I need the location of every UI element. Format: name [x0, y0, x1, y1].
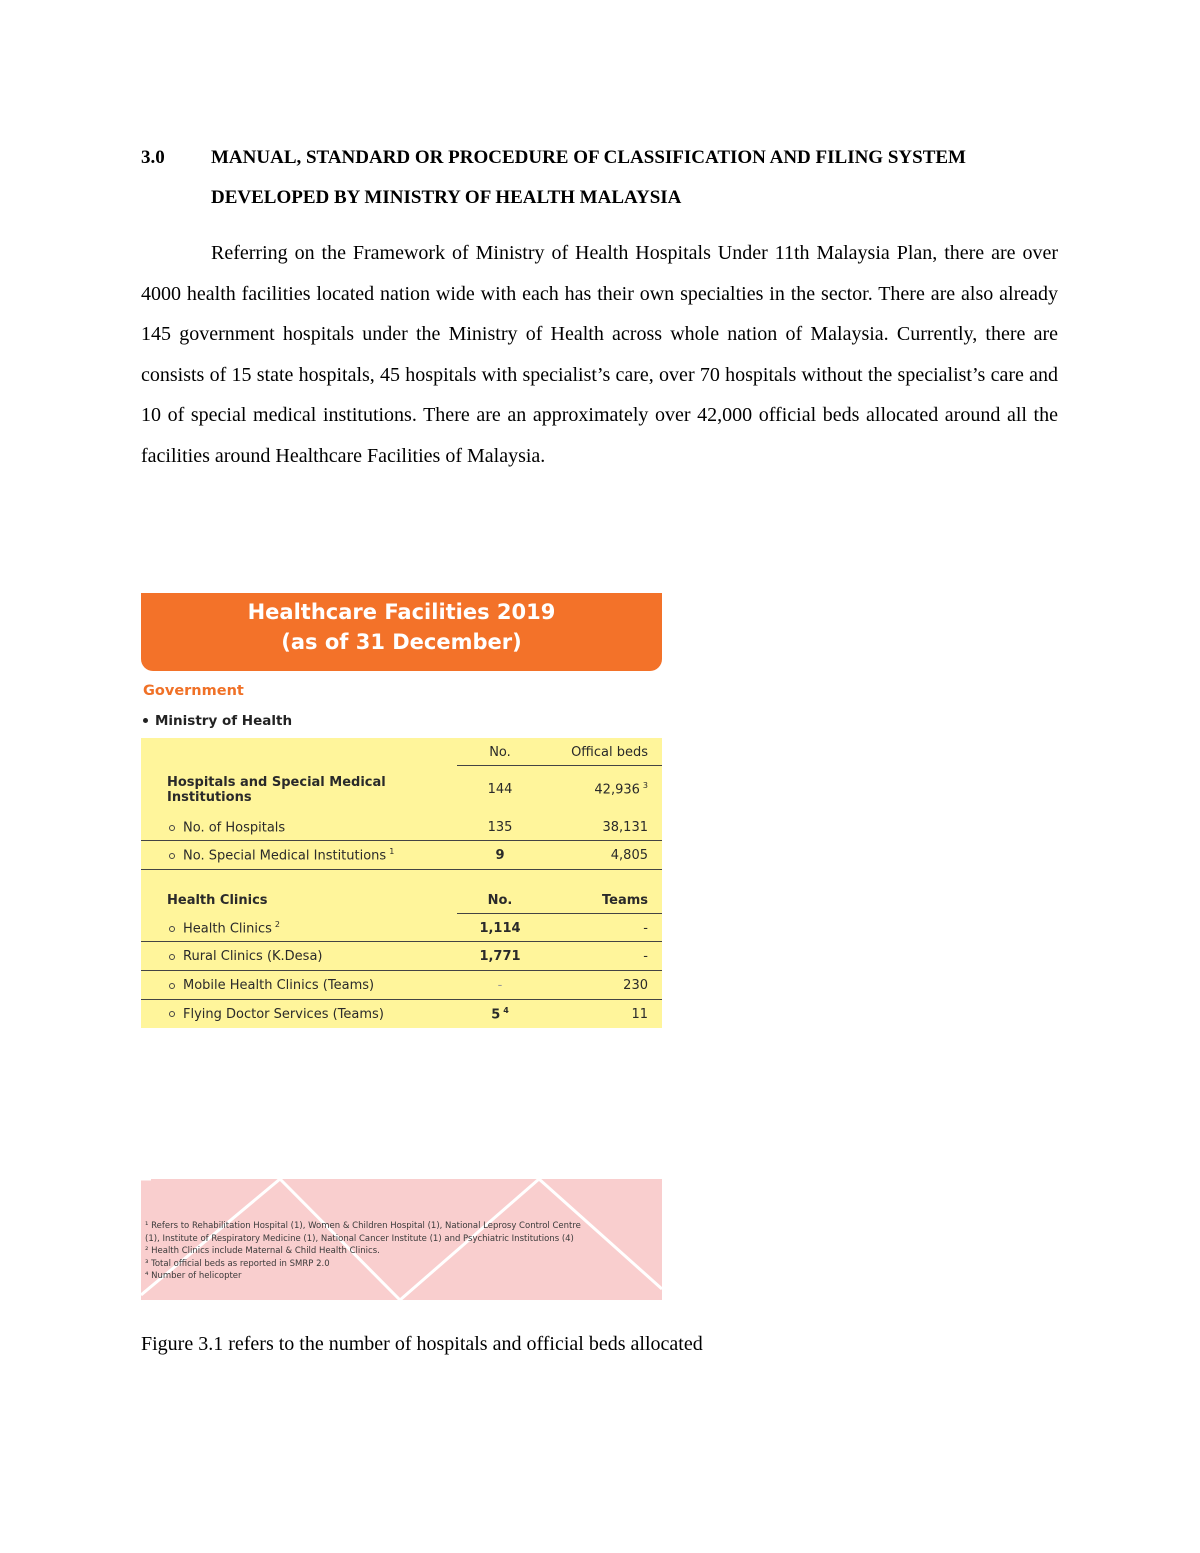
section-heading: [141, 138, 1061, 218]
table-row: [141, 1000, 662, 1028]
footnote: ² Health Clinics include Maternal & Child Health Clinics.: [145, 1246, 380, 1256]
circle-bullet-icon: [169, 1011, 175, 1017]
row-beds: 4,805: [610, 848, 648, 863]
row-beds: 38,131: [602, 819, 648, 835]
row-teams: 11: [631, 1006, 648, 1022]
footnote: ¹ Refers to Rehabilitation Hospital (1), Women & Children Hospital (1), National Leprosy Control Centre: [145, 1221, 581, 1231]
figure-banner: [141, 593, 662, 671]
row-no: 1,771: [479, 949, 521, 964]
row-label: No. Special Medical Institutions $^1$: [141, 847, 459, 863]
table-row: [141, 971, 662, 1000]
footnotes-panel: [141, 1179, 662, 1300]
row-label: No. of Hospitals: [141, 819, 459, 835]
circle-bullet-icon: [169, 983, 175, 989]
row-no: -: [497, 978, 503, 993]
row-label: Mobile Health Clinics (Teams): [141, 978, 459, 993]
figure-caption: Figure 3.1 refers to the number of hospitals and official beds allocated: [141, 1333, 703, 1355]
row-no: 144: [487, 782, 513, 797]
circle-bullet-icon: [169, 853, 175, 859]
banner-subtitle: (as of 31 December): [281, 630, 522, 654]
footnote: ³ Total official beds as reported in SMRP 2.0: [145, 1258, 330, 1269]
row-label: Rural Clinics (K.Desa): [141, 949, 459, 964]
row-label: Flying Doctor Services (Teams): [141, 1007, 459, 1022]
row-beds: 42,936 $^3$: [594, 781, 648, 798]
circle-bullet-icon: [169, 825, 175, 831]
clinics-header-row: [141, 886, 662, 914]
row-no: 1,114: [479, 920, 521, 936]
bullet-icon: [143, 718, 148, 723]
banner-title: Healthcare Facilities 2019: [247, 600, 556, 624]
subcategory-label: Ministry of Health: [143, 713, 662, 733]
circle-bullet-icon: [169, 926, 175, 932]
row-no: 9: [495, 848, 505, 863]
healthcare-facilities-figure: [141, 593, 662, 1028]
category-label: Government: [143, 683, 244, 699]
col-header-no: No.: [487, 892, 513, 908]
row-label: Hospitals and Special Medical Institutions: [167, 774, 386, 805]
section-title: MANUAL, STANDARD OR PROCEDURE OF CLASSIFICATION AND FILING SYSTEM DEVELOPED BY MINISTRY OF HEALTH MALAYSIA: [211, 147, 966, 208]
table-row: [141, 841, 662, 870]
row-no: 135: [487, 819, 513, 835]
footnotes-text: [145, 1220, 660, 1283]
hospitals-header-row: [141, 738, 662, 766]
circle-bullet-icon: [169, 954, 175, 960]
section-number: 3.0: [141, 147, 165, 168]
col-header-teams: Teams: [601, 892, 648, 908]
row-label: Health Clinics $^2$: [141, 920, 459, 936]
row-teams: -: [643, 920, 648, 936]
body-paragraph: Referring on the Framework of Ministry of Health Hospitals Under 11th Malaysia Plan, there are over 4000 health facilities located nation wide with each has their own specialties in the sector. There are also already 145 government hospitals under the Ministry of Health across whole nation of Malaysia. Currently, there are consists of 15 state hospitals, 45 hospitals with specialist’s care, over 70 hospitals without the specialist’s care and 10 of special medical institutions. There are an approximately over 42,000 official beds allocated around all the facilities around Healthcare Facilities of Malaysia.: [141, 242, 1058, 467]
footnote: (1), Institute of Respiratory Medicine (1), National Cancer Institute (1) and Psychiatric Institutions (4): [145, 1233, 574, 1244]
hospitals-total-row: [141, 766, 662, 813]
row-no: 5 $^4$: [491, 1005, 509, 1023]
row-teams: -: [643, 949, 648, 964]
col-header-beds: Offical beds: [571, 744, 648, 760]
facilities-table: [141, 738, 662, 1028]
table-row: [141, 813, 662, 841]
table-row: [141, 914, 662, 942]
table-row: [141, 942, 662, 971]
row-teams: 230: [623, 978, 648, 993]
row-label: Health Clinics: [167, 892, 268, 908]
footnote: ⁴ Number of helicopter: [145, 1271, 242, 1281]
col-header-no: No.: [489, 744, 511, 760]
